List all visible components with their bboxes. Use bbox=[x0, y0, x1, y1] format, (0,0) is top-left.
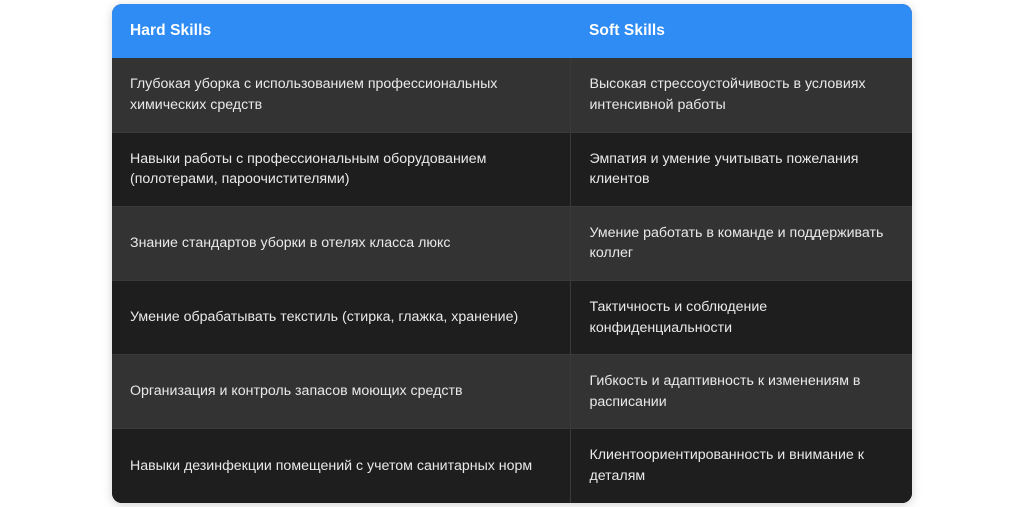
skills-table bbox=[112, 4, 912, 502]
skills-table-card bbox=[112, 4, 912, 502]
cell-soft-skill: Эмпатия и умение учитывать пожелания клиентов bbox=[571, 132, 912, 206]
cell-hard-skill: Навыки дезинфекции помещений с учетом санитарных норм bbox=[112, 429, 571, 503]
table-row bbox=[112, 132, 912, 206]
table-row bbox=[112, 206, 912, 280]
cell-hard-skill: Организация и контроль запасов моющих средств bbox=[112, 355, 571, 429]
cell-hard-skill: Навыки работы с профессиональным оборудованием (полотерами, пароочистителями) bbox=[112, 132, 571, 206]
cell-hard-skill: Знание стандартов уборки в отелях класса люкс bbox=[112, 206, 571, 280]
table-row bbox=[112, 58, 912, 132]
cell-hard-skill: Умение обрабатывать текстиль (стирка, глажка, хранение) bbox=[112, 281, 571, 355]
cell-soft-skill: Клиентоориентированность и внимание к деталям bbox=[571, 429, 912, 503]
table-row bbox=[112, 355, 912, 429]
table-header-row bbox=[112, 4, 912, 58]
column-header-soft-skills: Soft Skills bbox=[571, 4, 912, 58]
table-header bbox=[112, 4, 912, 58]
cell-soft-skill: Умение работать в команде и поддерживать коллег bbox=[571, 206, 912, 280]
table-body bbox=[112, 58, 912, 502]
column-header-hard-skills: Hard Skills bbox=[112, 4, 571, 58]
cell-soft-skill: Гибкость и адаптивность к изменениям в расписании bbox=[571, 355, 912, 429]
table-row bbox=[112, 429, 912, 503]
cell-soft-skill: Тактичность и соблюдение конфиденциальности bbox=[571, 281, 912, 355]
table-row bbox=[112, 281, 912, 355]
cell-hard-skill: Глубокая уборка с использованием профессиональных химических средств bbox=[112, 58, 571, 132]
cell-soft-skill: Высокая стрессоустойчивость в условиях интенсивной работы bbox=[571, 58, 912, 132]
